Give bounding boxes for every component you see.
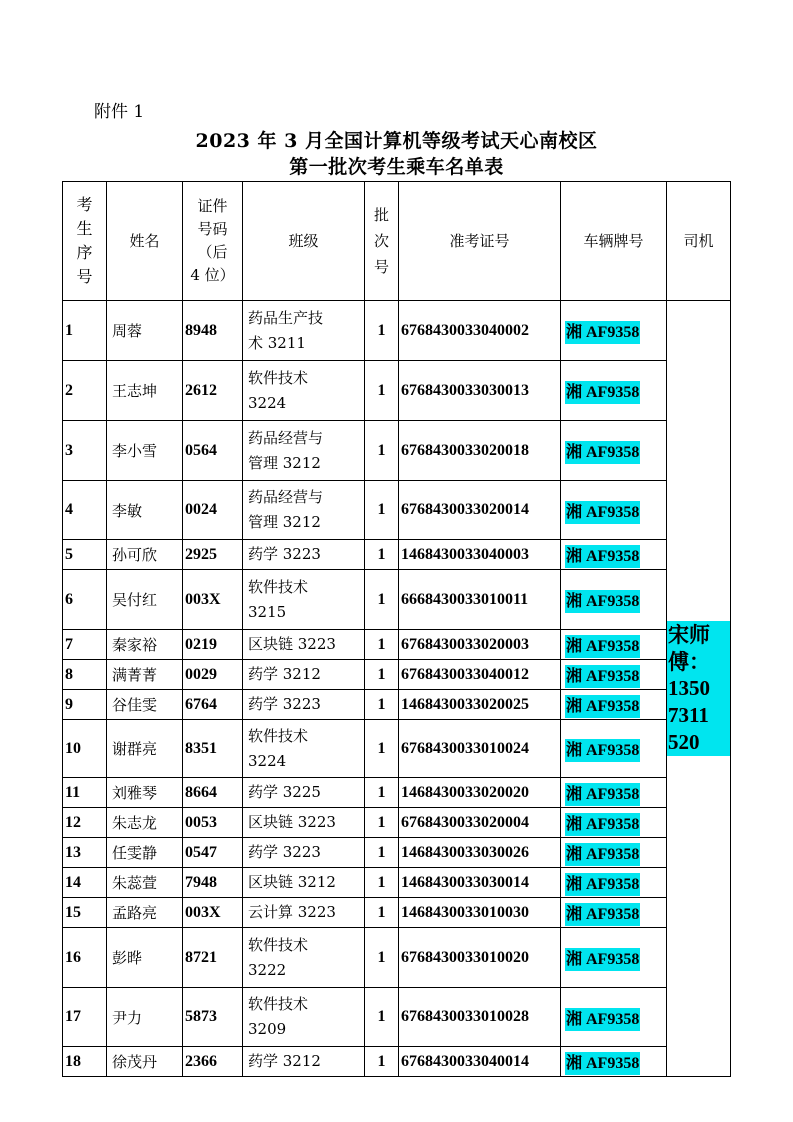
cell-batch: 1 [365,481,399,540]
cell-plate [561,898,667,928]
table-row [63,690,731,720]
cell-seq: 7 [63,630,107,660]
plate-highlight: 湘 AF9358 [565,783,640,806]
driver-name: 宋师傅： [668,622,710,674]
cell-batch: 1 [365,301,399,361]
cell-exam-no: 1468430033030014 [399,868,561,898]
cell-class [243,421,365,481]
cell-name: 满菁菁 [107,660,183,690]
class-line-1: 药品经营与 [248,428,324,447]
cell-plate [561,570,667,630]
table-header-row [63,182,731,301]
header-driver: 司机 [667,182,731,301]
cell-name: 彭晔 [107,928,183,988]
cell-name: 孙可欣 [107,540,183,570]
cell-seq: 14 [63,868,107,898]
cell-exam-no: 6668430033010011 [399,570,561,630]
table-row [63,361,731,421]
class-line-1: 药学 3223 [248,843,321,861]
plate-highlight: 湘 AF9358 [565,903,640,926]
cell-batch: 1 [365,540,399,570]
table-row [63,481,731,540]
class-line-2: 3209 [248,1020,287,1038]
cell-plate [561,778,667,808]
cell-class [243,570,365,630]
cell-plate [561,928,667,988]
plate-highlight: 湘 AF9358 [565,441,640,464]
table-row [63,868,731,898]
cell-plate [561,540,667,570]
plate-highlight: 湘 AF9358 [565,1052,640,1075]
table-row [63,808,731,838]
header-class: 班级 [243,182,365,301]
header-seq: 考 生 序 号 [63,182,107,301]
cell-id-last4: 0024 [183,481,243,540]
plate-highlight: 湘 AF9358 [565,948,640,971]
class-line-1: 药品生产技 [248,308,324,327]
table-row [63,1047,731,1077]
table-row [63,778,731,808]
cell-batch: 1 [365,570,399,630]
class-line-1: 区块链 3212 [248,873,336,891]
cell-class [243,868,365,898]
class-line-2: 管理 3212 [248,453,321,472]
cell-id-last4: 5873 [183,988,243,1047]
cell-plate [561,868,667,898]
cell-id-last4: 7948 [183,868,243,898]
driver-phone-part: 520 [668,730,700,754]
class-line-2: 管理 3212 [248,513,321,531]
driver-phone-part: 7311 [668,703,709,727]
cell-batch: 1 [365,808,399,838]
class-line-1: 区块链 3223 [248,813,336,831]
cell-class [243,928,365,988]
plate-highlight: 湘 AF9358 [565,1008,640,1031]
cell-name: 王志坤 [107,361,183,421]
cell-seq: 11 [63,778,107,808]
cell-plate [561,1047,667,1077]
cell-class [243,988,365,1047]
cell-exam-no: 6768430033020003 [399,630,561,660]
cell-plate [561,660,667,690]
cell-class [243,361,365,421]
cell-id-last4: 003X [183,898,243,928]
plate-highlight: 湘 AF9358 [565,590,640,613]
cell-exam-no: 6768430033020018 [399,421,561,481]
cell-id-last4: 0053 [183,808,243,838]
cell-batch: 1 [365,868,399,898]
class-line-2: 3224 [248,393,287,412]
cell-seq: 12 [63,808,107,838]
cell-exam-no: 6768430033010024 [399,720,561,778]
driver-info-highlight [667,621,730,756]
cell-plate [561,690,667,720]
cell-id-last4: 2925 [183,540,243,570]
cell-plate [561,630,667,660]
table-row [63,720,731,778]
cell-batch: 1 [365,778,399,808]
cell-batch: 1 [365,660,399,690]
cell-driver [667,301,731,1077]
table-row [63,838,731,868]
cell-name: 秦家裕 [107,630,183,660]
plate-highlight: 湘 AF9358 [565,545,640,568]
cell-name: 任雯静 [107,838,183,868]
cell-exam-no: 1468430033010030 [399,898,561,928]
class-line-1: 软件技术 [248,368,309,387]
cell-name: 谷佳雯 [107,690,183,720]
cell-batch: 1 [365,988,399,1047]
cell-id-last4: 003X [183,570,243,630]
cell-plate [561,481,667,540]
plate-highlight: 湘 AF9358 [565,873,640,896]
cell-class [243,660,365,690]
plate-highlight: 湘 AF9358 [565,321,640,344]
header-plate: 车辆牌号 [561,182,667,301]
table-row [63,540,731,570]
table-row [63,301,731,361]
cell-batch: 1 [365,421,399,481]
header-id: 证件 号码 （后 4 位） [183,182,243,301]
plate-highlight: 湘 AF9358 [565,843,640,866]
cell-id-last4: 8351 [183,720,243,778]
class-line-1: 软件技术 [248,726,309,745]
cell-seq: 5 [63,540,107,570]
cell-exam-no: 6768430033020014 [399,481,561,540]
cell-batch: 1 [365,928,399,988]
cell-class [243,301,365,361]
class-line-2: 3222 [248,960,287,979]
class-line-2: 术 3211 [248,333,306,352]
cell-exam-no: 6768430033040012 [399,660,561,690]
cell-batch: 1 [365,630,399,660]
cell-seq: 2 [63,361,107,421]
cell-id-last4: 6764 [183,690,243,720]
cell-id-last4: 2366 [183,1047,243,1077]
cell-batch: 1 [365,720,399,778]
cell-id-last4: 8948 [183,301,243,361]
cell-name: 孟路亮 [107,898,183,928]
cell-exam-no: 1468430033020025 [399,690,561,720]
cell-plate [561,988,667,1047]
cell-exam-no: 6768430033040014 [399,1047,561,1077]
cell-exam-no: 1468430033040003 [399,540,561,570]
cell-plate [561,361,667,421]
cell-plate [561,808,667,838]
cell-name: 尹力 [107,988,183,1047]
table-row [63,630,731,660]
cell-class [243,481,365,540]
cell-name: 谢群亮 [107,720,183,778]
header-name: 姓名 [107,182,183,301]
cell-batch: 1 [365,690,399,720]
cell-id-last4: 0547 [183,838,243,868]
class-line-1: 区块链 3223 [248,635,336,653]
plate-highlight: 湘 AF9358 [565,665,640,688]
header-batch: 批 次 号 [365,182,399,301]
cell-name: 朱志龙 [107,808,183,838]
cell-name: 朱蕊萱 [107,868,183,898]
cell-class [243,898,365,928]
cell-seq: 1 [63,301,107,361]
table-row [63,570,731,630]
cell-exam-no: 1468430033020020 [399,778,561,808]
plate-highlight: 湘 AF9358 [565,813,640,836]
cell-exam-no: 6768430033040002 [399,301,561,361]
cell-name: 周蓉 [107,301,183,361]
class-line-1: 软件技术 [248,935,309,954]
cell-seq: 4 [63,481,107,540]
plate-highlight: 湘 AF9358 [565,501,640,524]
cell-name: 李敏 [107,481,183,540]
document-title-line-1: 2023 年 3 月全国计算机等级考试天心南校区 [195,130,598,152]
cell-id-last4: 0219 [183,630,243,660]
cell-batch: 1 [365,838,399,868]
class-line-1: 药学 3225 [248,783,321,801]
class-line-2: 3224 [248,751,287,770]
class-line-2: 3215 [248,602,287,621]
cell-seq: 10 [63,720,107,778]
table-row [63,988,731,1047]
class-line-1: 药学 3212 [248,1052,321,1070]
cell-seq: 6 [63,570,107,630]
cell-seq: 13 [63,838,107,868]
plate-highlight: 湘 AF9358 [565,635,640,658]
cell-plate [561,301,667,361]
cell-id-last4: 8664 [183,778,243,808]
table-row [63,421,731,481]
plate-highlight: 湘 AF9358 [565,381,640,404]
cell-exam-no: 1468430033030026 [399,838,561,868]
header-exam-no: 准考证号 [399,182,561,301]
cell-seq: 18 [63,1047,107,1077]
cell-class [243,720,365,778]
cell-exam-no: 6768430033010028 [399,988,561,1047]
cell-plate [561,720,667,778]
cell-class [243,630,365,660]
cell-class [243,540,365,570]
cell-exam-no: 6768430033020004 [399,808,561,838]
cell-id-last4: 8721 [183,928,243,988]
plate-highlight: 湘 AF9358 [565,695,640,718]
class-line-1: 软件技术 [248,577,309,596]
cell-batch: 1 [365,1047,399,1077]
cell-name: 李小雪 [107,421,183,481]
cell-seq: 17 [63,988,107,1047]
class-line-1: 云计算 3223 [248,903,336,921]
passenger-list-table [62,181,731,1077]
cell-class [243,690,365,720]
class-line-1: 软件技术 [248,995,309,1013]
cell-name: 徐茂丹 [107,1047,183,1077]
table-row [63,660,731,690]
cell-name: 吴付红 [107,570,183,630]
attachment-label: 附件 1 [94,102,145,122]
cell-class [243,1047,365,1077]
cell-seq: 9 [63,690,107,720]
class-line-1: 药学 3223 [248,695,321,713]
cell-batch: 1 [365,898,399,928]
class-line-1: 药学 3212 [248,665,321,683]
cell-id-last4: 2612 [183,361,243,421]
cell-plate [561,421,667,481]
table-row [63,928,731,988]
cell-class [243,838,365,868]
cell-id-last4: 0564 [183,421,243,481]
cell-exam-no: 6768430033010020 [399,928,561,988]
cell-batch: 1 [365,361,399,421]
driver-phone-part: 1350 [668,676,710,700]
class-line-1: 药品经营与 [248,488,324,506]
document-title-line-2: 第一批次考生乘车名单表 [289,156,504,178]
cell-name: 刘雅琴 [107,778,183,808]
cell-class [243,808,365,838]
table-row [63,898,731,928]
cell-plate [561,838,667,868]
cell-seq: 15 [63,898,107,928]
cell-class [243,778,365,808]
plate-highlight: 湘 AF9358 [565,739,640,762]
cell-exam-no: 6768430033030013 [399,361,561,421]
cell-seq: 16 [63,928,107,988]
cell-seq: 8 [63,660,107,690]
cell-id-last4: 0029 [183,660,243,690]
cell-seq: 3 [63,421,107,481]
class-line-1: 药学 3223 [248,545,321,563]
